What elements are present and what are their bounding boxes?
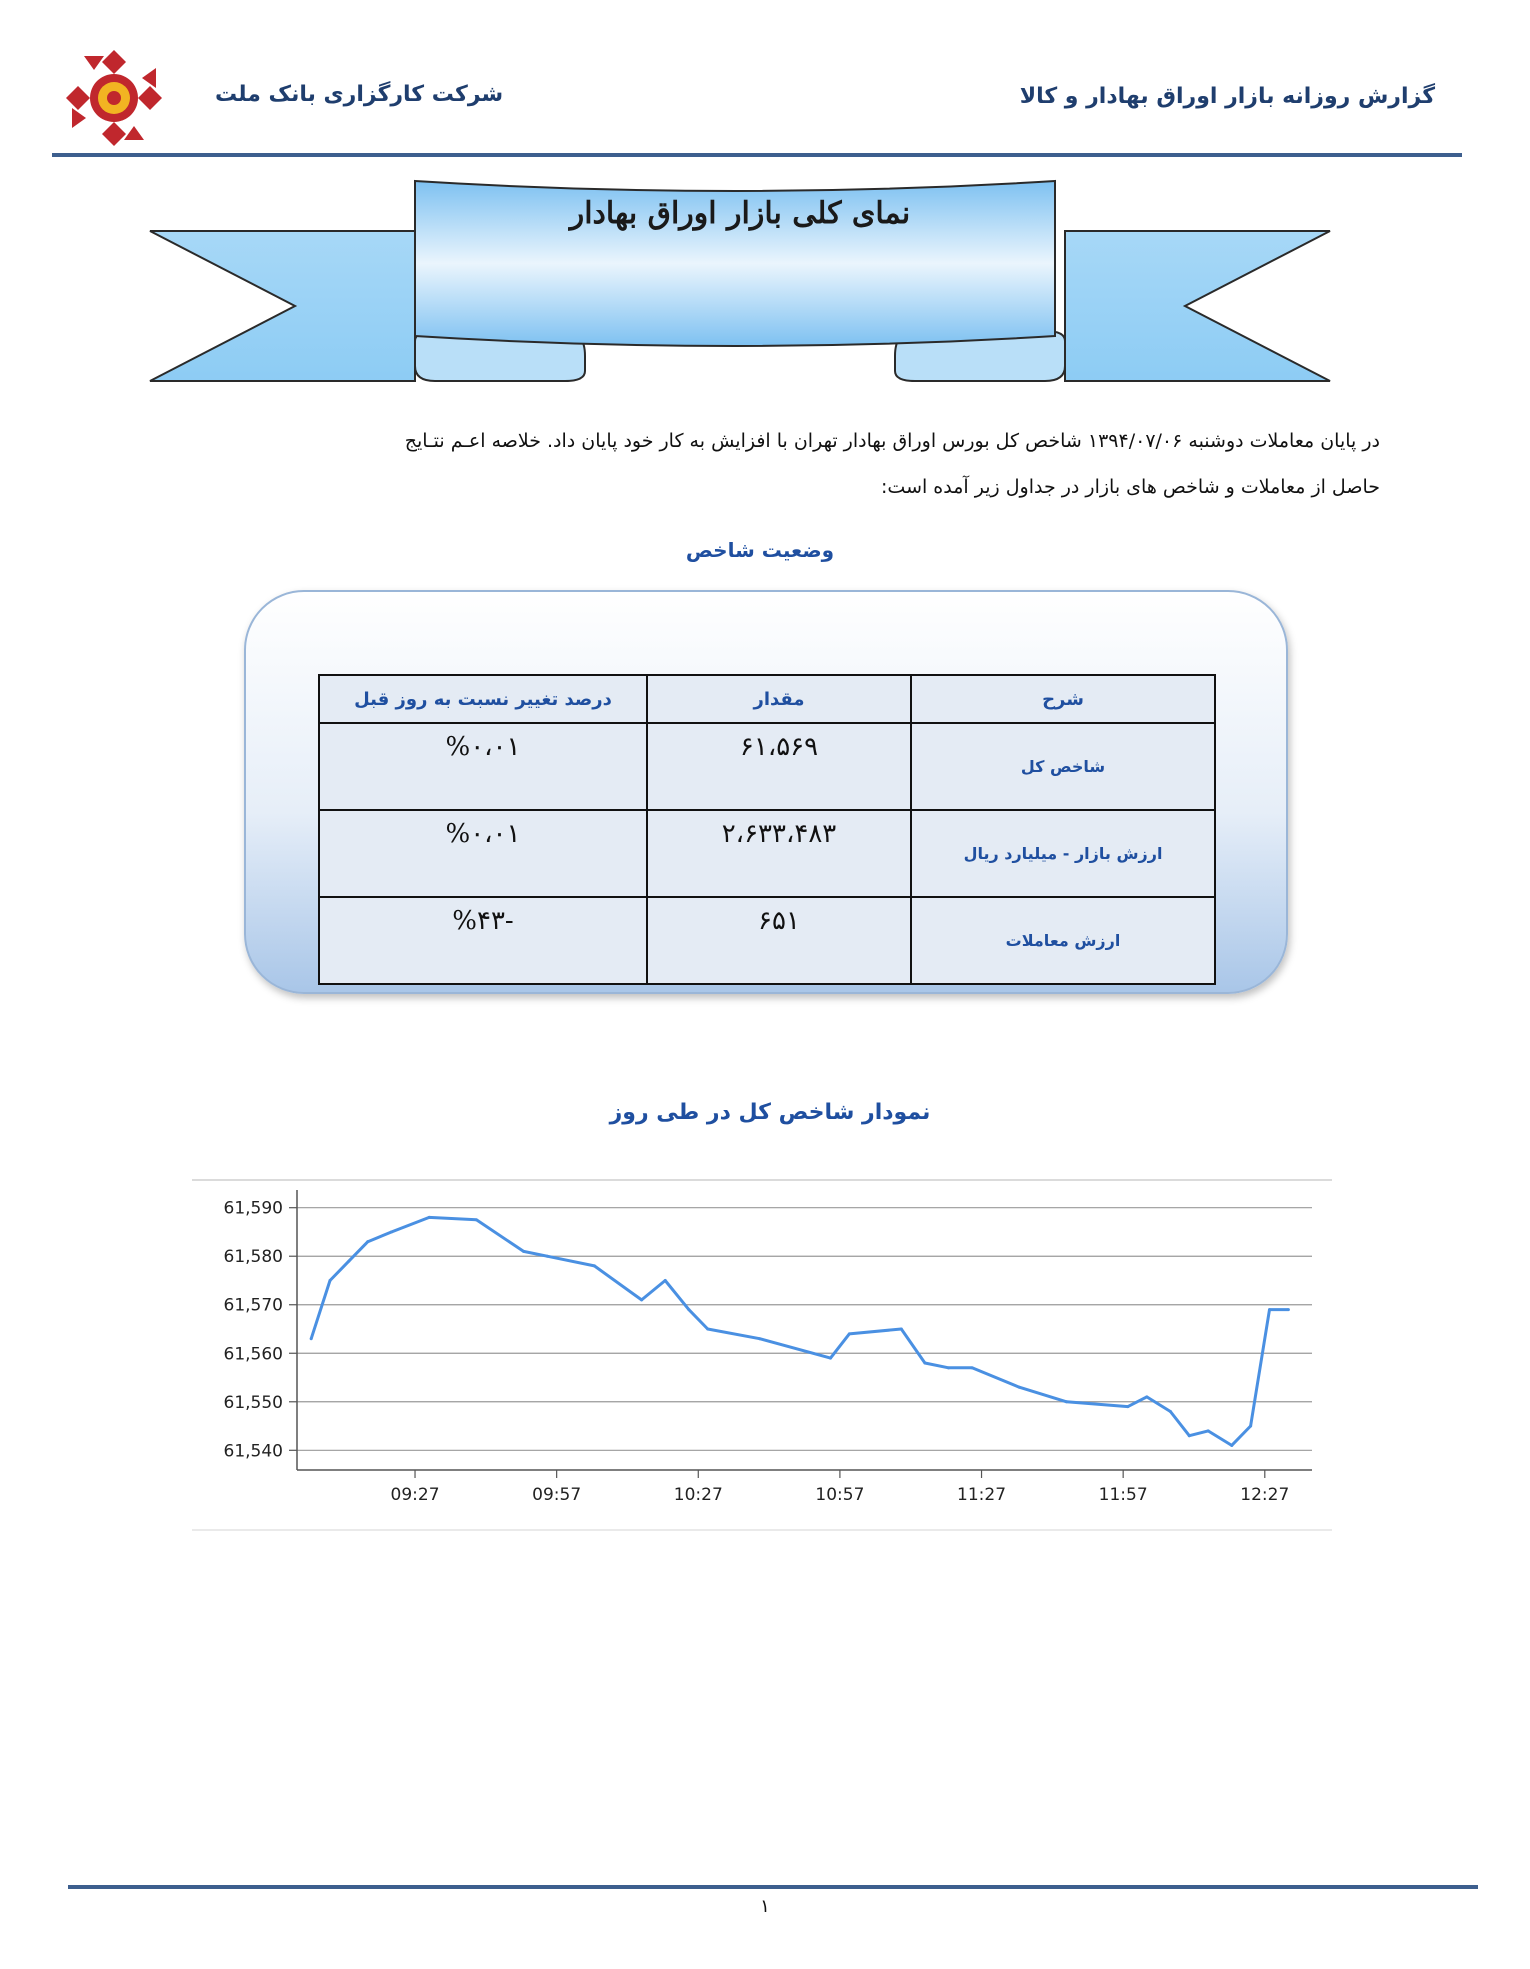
data-point [1268,1308,1271,1311]
banner-title: نمای کلی بازار اوراق بهادار [569,196,911,231]
x-tick-label: 11:57 [1098,1485,1148,1505]
data-point [1126,1405,1129,1408]
report-title: گزارش روزانه بازار اوراق بهادار و کالا [1019,84,1435,109]
page-number: ۱ [760,1896,770,1917]
y-tick-label: 61,570 [223,1295,283,1316]
data-point [706,1328,709,1331]
row-change: %۰،۰۱ [319,723,647,810]
row-amount: ۶۵۱ [647,897,911,984]
data-point [923,1361,926,1364]
x-tick-label: 10:27 [673,1485,723,1505]
data-point [1287,1308,1290,1311]
data-point [390,1230,393,1233]
x-tick-label: 12:27 [1240,1485,1290,1505]
table-row [319,897,1215,984]
data-point [640,1298,643,1301]
x-tick-label: 09:27 [390,1485,440,1505]
data-point [475,1218,478,1221]
index-line-chart [192,1178,1332,1538]
data-point [1230,1444,1233,1447]
data-point [848,1332,851,1335]
intro-line-1: در پایان معاملات دوشنبه ۱۳۹۴/۰۷/۰۶ شاخص کل بورس اوراق بهادار تهران با افزایش به کار خود پایان داد. خلاصه اعـم نتـایج [404,430,1380,452]
data-point [1249,1425,1252,1428]
data-point [1207,1429,1210,1432]
x-tick-label: 10:57 [815,1485,865,1505]
x-tick-label: 09:57 [532,1485,582,1505]
x-tick-label: 11:27 [957,1485,1007,1505]
data-point [971,1366,974,1369]
row-change: -%۴۳ [319,897,647,984]
row-description: ارزش بازار - میلیارد ریال [911,810,1215,897]
intro-line-2: حاصل از معاملات و شاخص های بازار در جداول زیر آمده است: [881,476,1380,498]
data-point [329,1279,332,1282]
row-amount: ۲،۶۳۳،۴۸۳ [647,810,911,897]
y-tick-label: 61,560 [223,1344,283,1365]
data-point [1188,1434,1191,1437]
data-point [428,1216,431,1219]
index-status-table [318,674,1216,985]
data-point [829,1357,832,1360]
data-point [347,1260,350,1263]
y-tick-label: 61,540 [223,1441,283,1462]
company-name: شرکت کارگزاری بانک ملت [215,82,504,107]
data-point [687,1308,690,1311]
index-status-title: وضعیت شاخص [685,538,835,562]
row-description: شاخص کل [911,723,1215,810]
data-point [664,1279,667,1282]
footer-divider [68,1885,1478,1889]
data-point [522,1250,525,1253]
data-point [758,1337,761,1340]
intro-paragraph [140,418,1380,510]
y-tick-label: 61,580 [223,1247,283,1268]
table-row [319,810,1215,897]
data-point [1018,1386,1021,1389]
index-series-line [311,1217,1288,1445]
row-change: %۰،۰۱ [319,810,647,897]
data-point [900,1328,903,1331]
data-point [1145,1395,1148,1398]
header-amount: مقدار [647,675,911,723]
data-point [546,1255,549,1258]
chart-title: نمودار شاخص کل در طی روز [609,1100,931,1125]
header-change: درصد تغییر نسبت به روز قبل [319,675,647,723]
y-tick-label: 61,550 [223,1392,283,1413]
data-point [593,1264,596,1267]
data-point [310,1337,313,1340]
header-description: شرح [911,675,1215,723]
y-tick-label: 61,590 [223,1198,283,1219]
data-point [947,1366,950,1369]
row-amount: ۶۱،۵۶۹ [647,723,911,810]
header-divider [52,153,1462,157]
table-header-row [319,675,1215,723]
table-row [319,723,1215,810]
data-point [1065,1400,1068,1403]
row-description: ارزش معاملات [911,897,1215,984]
data-point [366,1240,369,1243]
data-point [1169,1410,1172,1413]
company-logo [64,48,164,148]
